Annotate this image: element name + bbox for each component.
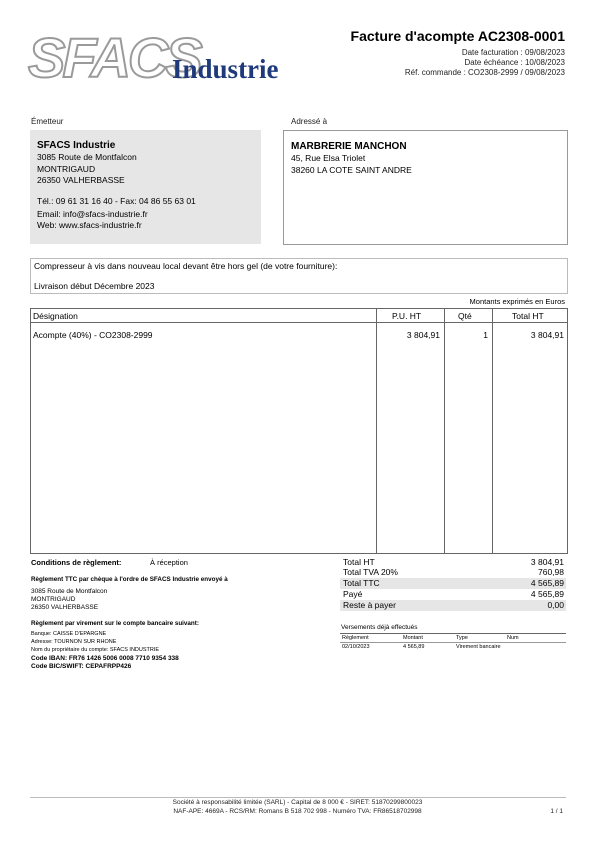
invoice-note bbox=[30, 258, 568, 294]
payment-terms-value: À réception bbox=[150, 558, 188, 567]
table-row-quantity: 1 bbox=[483, 330, 488, 340]
issuer-website[interactable]: Web: www.sfacs-industrie.fr bbox=[37, 220, 142, 230]
transfer-instructions-title: Règlement par virement sur le compte bancaire suivant: bbox=[31, 620, 199, 627]
issuer-phone: Tél.: 09 61 31 16 40 - Fax: 04 86 55 63 01 bbox=[37, 196, 196, 206]
note-line-2: Livraison début Décembre 2023 bbox=[34, 281, 155, 291]
col-header-total: Total HT bbox=[512, 311, 544, 321]
iban: Code IBAN: FR76 1426 5006 0008 7710 9354 338 bbox=[31, 655, 179, 662]
payment-date: 02/10/2023 bbox=[342, 644, 370, 650]
items-table bbox=[30, 308, 568, 554]
payment-terms-label: Conditions de règlement: bbox=[31, 558, 122, 567]
col-divider bbox=[492, 308, 493, 553]
paid-row bbox=[340, 589, 566, 600]
payments-title: Versements déjà effectués bbox=[341, 624, 418, 631]
issuer-email[interactable]: Email: info@sfacs-industrie.fr bbox=[37, 209, 148, 219]
remaining-row bbox=[340, 600, 566, 611]
company-logo-suffix: Industrie bbox=[172, 54, 279, 84]
table-row-designation: Acompte (40%) - CO2308-2999 bbox=[33, 330, 153, 340]
recipient-name: MARBRERIE MANCHON bbox=[291, 141, 407, 152]
payments-row-divider bbox=[340, 642, 566, 643]
total-ttc-row bbox=[340, 578, 566, 589]
payment-amount: 4 565,89 bbox=[403, 644, 425, 650]
col-header-designation: Désignation bbox=[33, 311, 78, 321]
footer-legal-2: NAF-APE: 4669A - RCS/RM: Romans B 518 702 998 - Numéro TVA: FR86518702998 bbox=[173, 808, 422, 815]
total-tva-value: 760,98 bbox=[538, 567, 564, 577]
table-header-divider bbox=[30, 322, 567, 323]
col-divider bbox=[444, 308, 445, 553]
payment-type: Virement bancaire bbox=[456, 644, 501, 650]
payments-header-regl: Règlement bbox=[342, 635, 369, 641]
recipient-address-1: 45, Rue Elsa Triolet bbox=[291, 153, 366, 163]
recipient-label: Adressé à bbox=[291, 117, 328, 126]
company-logo: SFACS bbox=[28, 26, 200, 89]
issuer-label: Émetteur bbox=[31, 117, 64, 126]
bank-name: Banque: CAISSE D'EPARGNE bbox=[31, 631, 107, 637]
footer-divider bbox=[30, 797, 566, 798]
cheque-address-2: MONTRIGAUD bbox=[31, 596, 76, 603]
issuer-address-1: 3085 Route de Montfalcon bbox=[37, 152, 137, 162]
issuer-address-2: MONTRIGAUD bbox=[37, 164, 96, 174]
bic: Code BIC/SWIFT: CEPAFRPP426 bbox=[31, 663, 132, 670]
total-ttc-value: 4 565,89 bbox=[530, 578, 564, 588]
issuer-address-3: 26350 VALHERBASSE bbox=[37, 175, 125, 185]
remaining-value: 0,00 bbox=[547, 600, 564, 610]
order-reference: Réf. commande : CO2308-2999 / 09/08/2023 bbox=[404, 68, 565, 77]
cheque-address-1: 3085 Route de Montfalcon bbox=[31, 588, 108, 595]
col-header-unit-price: P.U. HT bbox=[392, 311, 422, 321]
invoice-title: Facture d'acompte AC2308-0001 bbox=[350, 28, 565, 44]
footer-legal-1: Société à responsabilité limitée (SARL) - Capital de 8 000 € - SIRET: 51870299800023 bbox=[172, 799, 423, 806]
invoice-date: Date facturation : 09/08/2023 bbox=[461, 48, 565, 57]
note-line-1: Compresseur à vis dans nouveau local devant être hors gel (de votre fourniture): bbox=[34, 261, 338, 271]
total-ht-label: Total HT bbox=[343, 557, 375, 567]
payments-header-num: Num bbox=[507, 635, 519, 641]
recipient-box bbox=[283, 130, 568, 245]
col-divider bbox=[376, 308, 377, 553]
remaining-label: Reste à payer bbox=[343, 600, 396, 610]
total-tva-row bbox=[340, 567, 566, 578]
table-row-total: 3 804,91 bbox=[530, 330, 564, 340]
total-ttc-label: Total TTC bbox=[343, 578, 380, 588]
recipient-address-2: 38260 LA COTE SAINT ANDRE bbox=[291, 165, 412, 175]
currency-note: Montants exprimés en Euros bbox=[469, 297, 565, 306]
table-row-unit-price: 3 804,91 bbox=[406, 330, 440, 340]
payments-header-amount: Montant bbox=[403, 635, 423, 641]
page-number: 1 / 1 bbox=[550, 808, 563, 815]
cheque-address-3: 26350 VALHERBASSE bbox=[31, 604, 99, 611]
col-header-quantity: Qté bbox=[458, 311, 472, 321]
issuer-box bbox=[30, 130, 261, 244]
due-date: Date échéance : 10/08/2023 bbox=[464, 58, 565, 67]
cheque-instructions-title: Règlement TTC par chèque à l'ordre de SFACS Industrie envoyé à bbox=[31, 576, 228, 583]
bank-address: Adresse: TOURNON SUR RHONE bbox=[31, 639, 117, 645]
payments-header-type: Type bbox=[456, 635, 468, 641]
bank-account-owner: Nom du propriétaire du compte: SFACS INDUSTRIE bbox=[31, 647, 160, 653]
total-tva-label: Total TVA 20% bbox=[343, 567, 398, 577]
payments-divider bbox=[340, 633, 566, 634]
total-ht-value: 3 804,91 bbox=[530, 557, 564, 567]
issuer-name: SFACS Industrie bbox=[37, 140, 116, 151]
paid-value: 4 565,89 bbox=[530, 589, 564, 599]
paid-label: Payé bbox=[343, 589, 363, 599]
